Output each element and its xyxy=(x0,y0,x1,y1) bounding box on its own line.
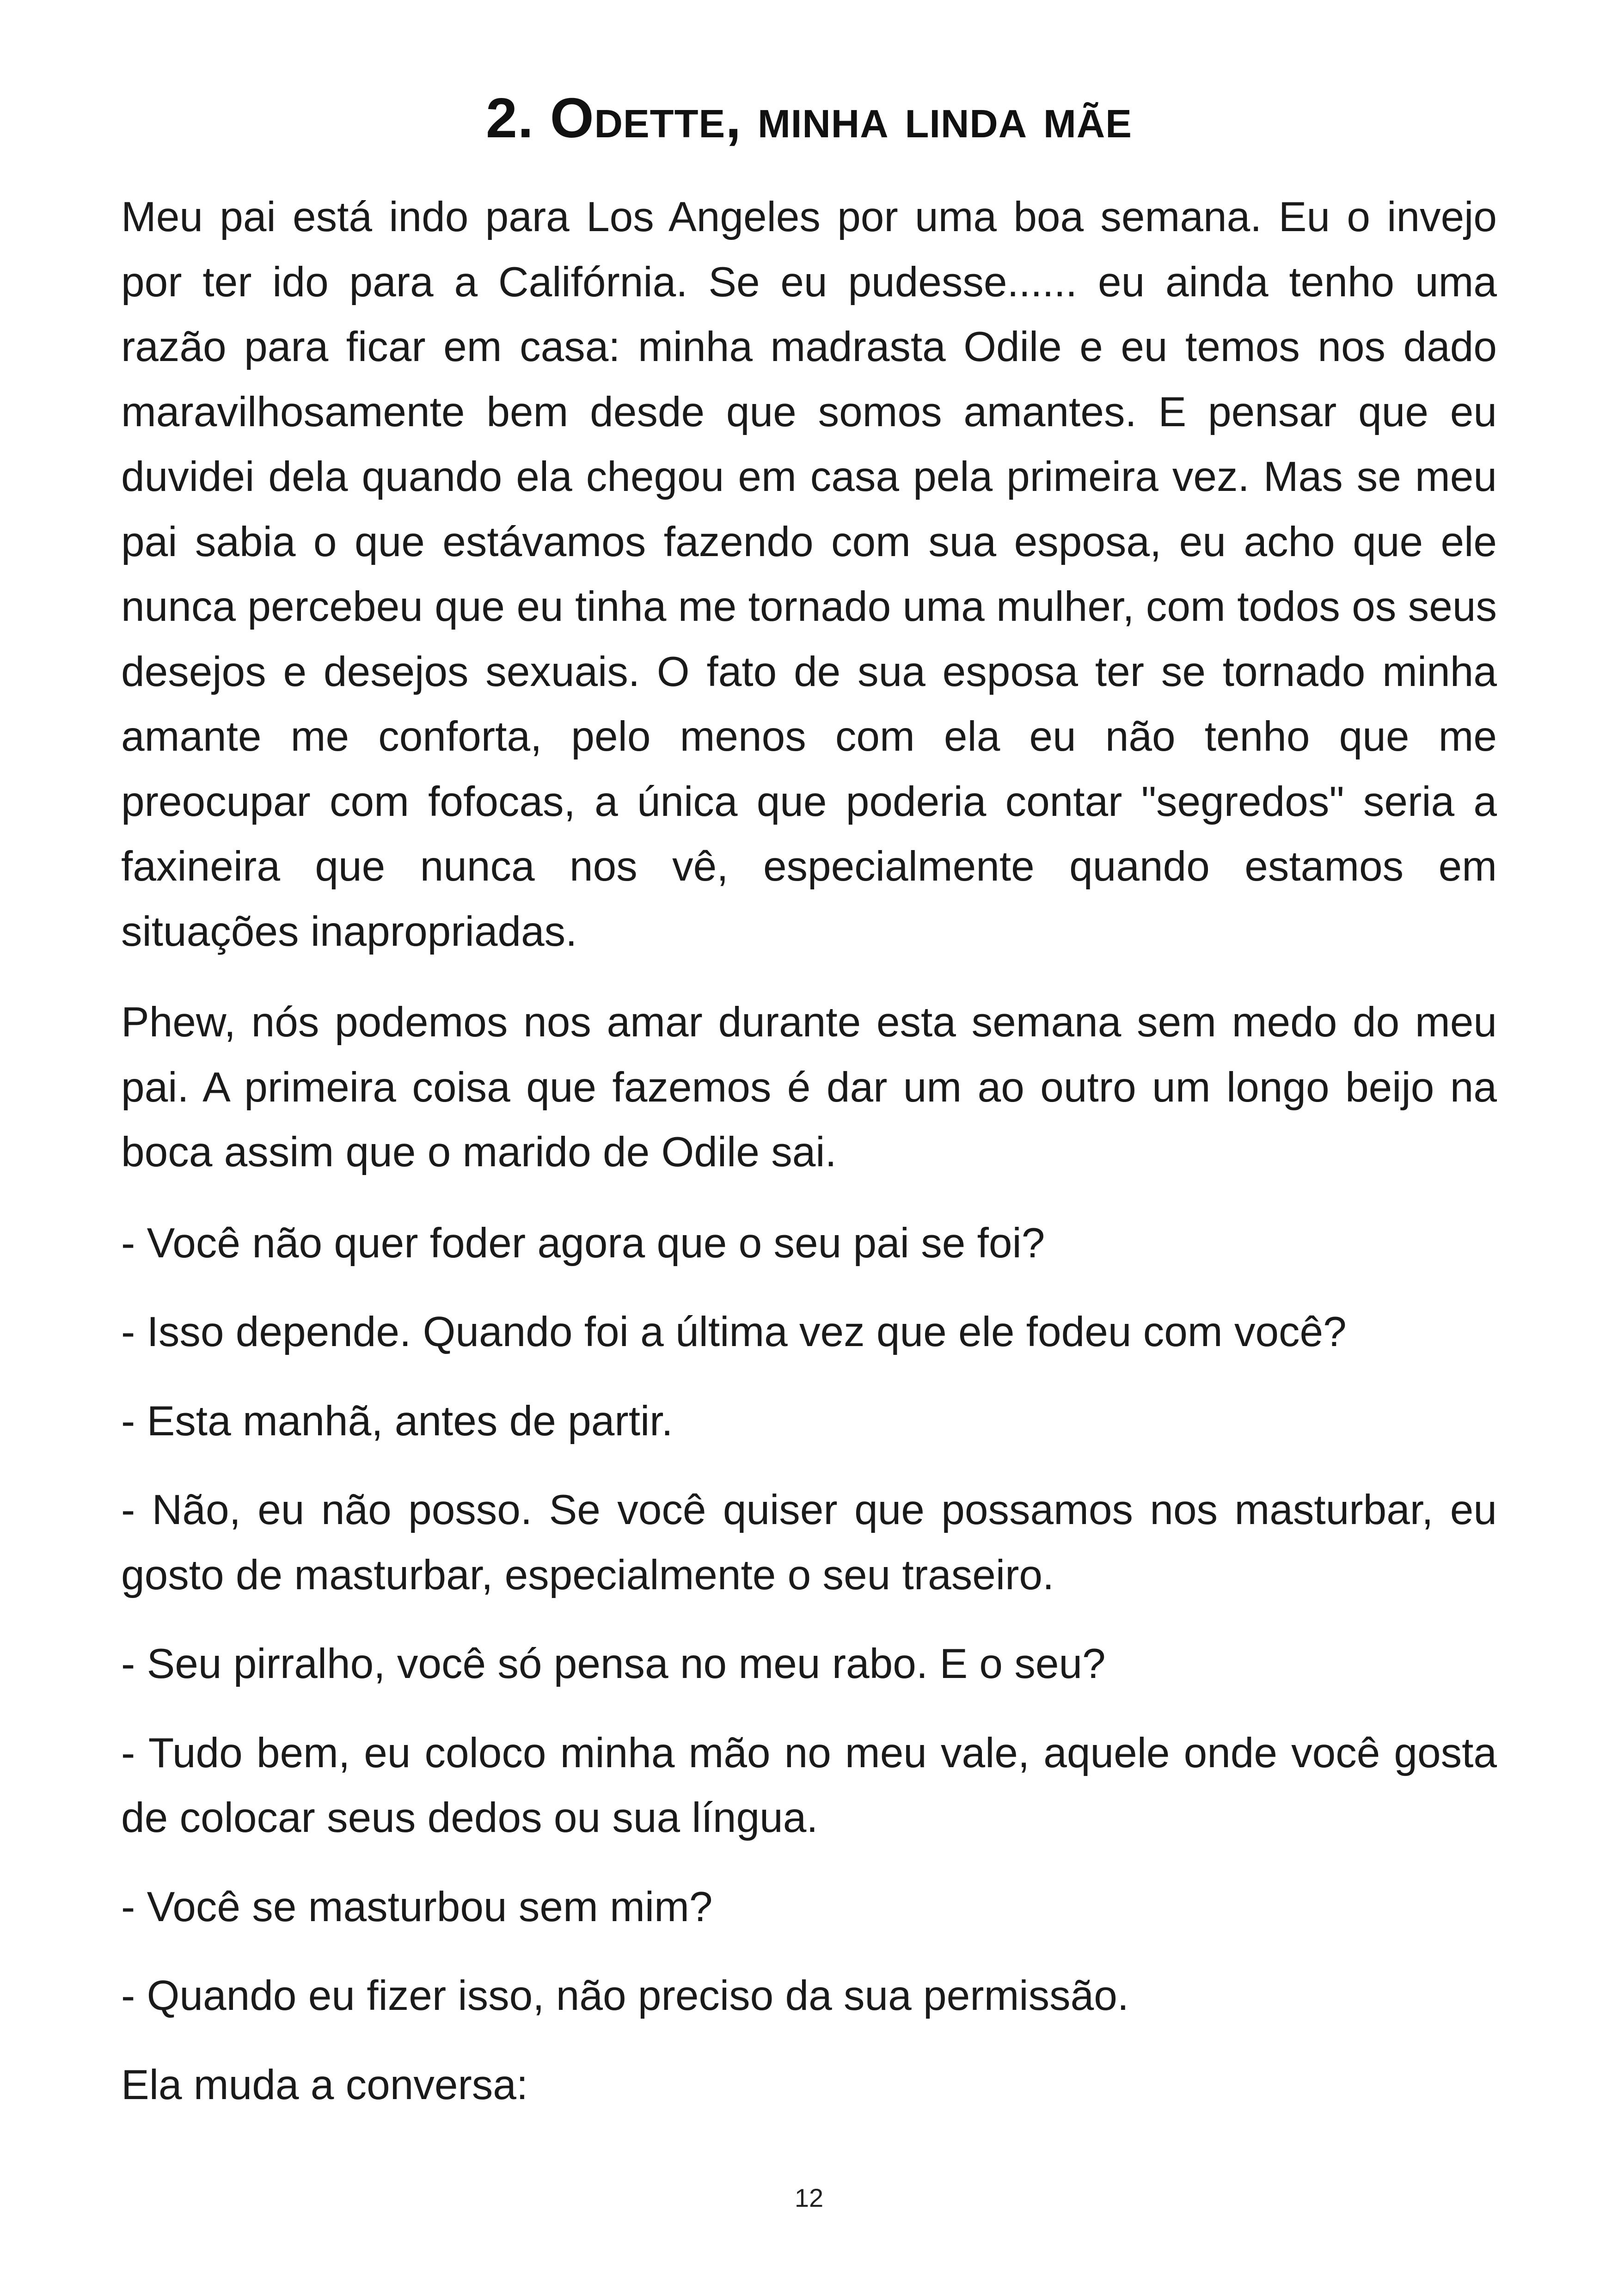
chapter-title-text: Odette, minha linda mãe xyxy=(550,86,1132,149)
dialogue-line: - Seu pirralho, você só pensa no meu rabo. E o seu? xyxy=(121,1641,1106,1687)
chapter-body xyxy=(121,185,1497,2143)
chapter-title xyxy=(0,81,1618,155)
page-number: 12 xyxy=(794,2183,824,2212)
paragraph: Meu pai está indo para Los Angeles por uma boa semana. Eu o invejo por ter ido para a Califórnia. Se eu pudesse...... eu ainda tenho uma razão para ficar em casa: minha madrasta Odile e eu temos nos dado maravilhosamente bem desde que somos amantes. E pensar que eu duvidei dela quando ela chegou em casa pela primeira vez. Mas se meu pai sabia o que estávamos fazendo com sua esposa, eu acho que ele nunca percebeu que eu tinha me tornado uma mulher, com todos os seus desejos e desejos sexuais. O fato de sua esposa ter se tornado minha amante me conforta, pelo menos com ela eu não tenho que me preocupar com fofocas, a única que poderia contar "segredos" seria a faxineira que nunca nos vê, especialmente quando estamos em situações inapropriadas. xyxy=(121,194,1497,955)
dialogue-line: - Você se masturbou sem mim? xyxy=(121,1883,713,1930)
dialogue-line: - Você não quer foder agora que o seu pai se foi? xyxy=(121,1219,1045,1267)
chapter-number: 2. xyxy=(486,86,534,149)
dialogue-line: - Quando eu fizer isso, não preciso da sua permissão. xyxy=(121,1972,1129,2019)
dialogue-line: - Tudo bem, eu coloco minha mão no meu vale, aquele onde você gosta de colocar seus dedos ou sua língua. xyxy=(121,1729,1497,1841)
paragraph: Ela muda a conversa: xyxy=(121,2061,528,2108)
paragraph: Phew, nós podemos nos amar durante esta semana sem medo do meu pai. A primeira coisa que fazemos é dar um ao outro um longo beijo na boca assim que o marido de Odile sai. xyxy=(121,999,1497,1176)
dialogue-line: - Não, eu não posso. Se você quiser que possamos nos masturbar, eu gosto de masturbar, especialmente o seu traseiro. xyxy=(121,1487,1497,1598)
dialogue-line: - Isso depende. Quando foi a última vez que ele fodeu com você? xyxy=(121,1309,1347,1355)
dialogue-line: - Esta manhã, antes de partir. xyxy=(121,1397,673,1445)
